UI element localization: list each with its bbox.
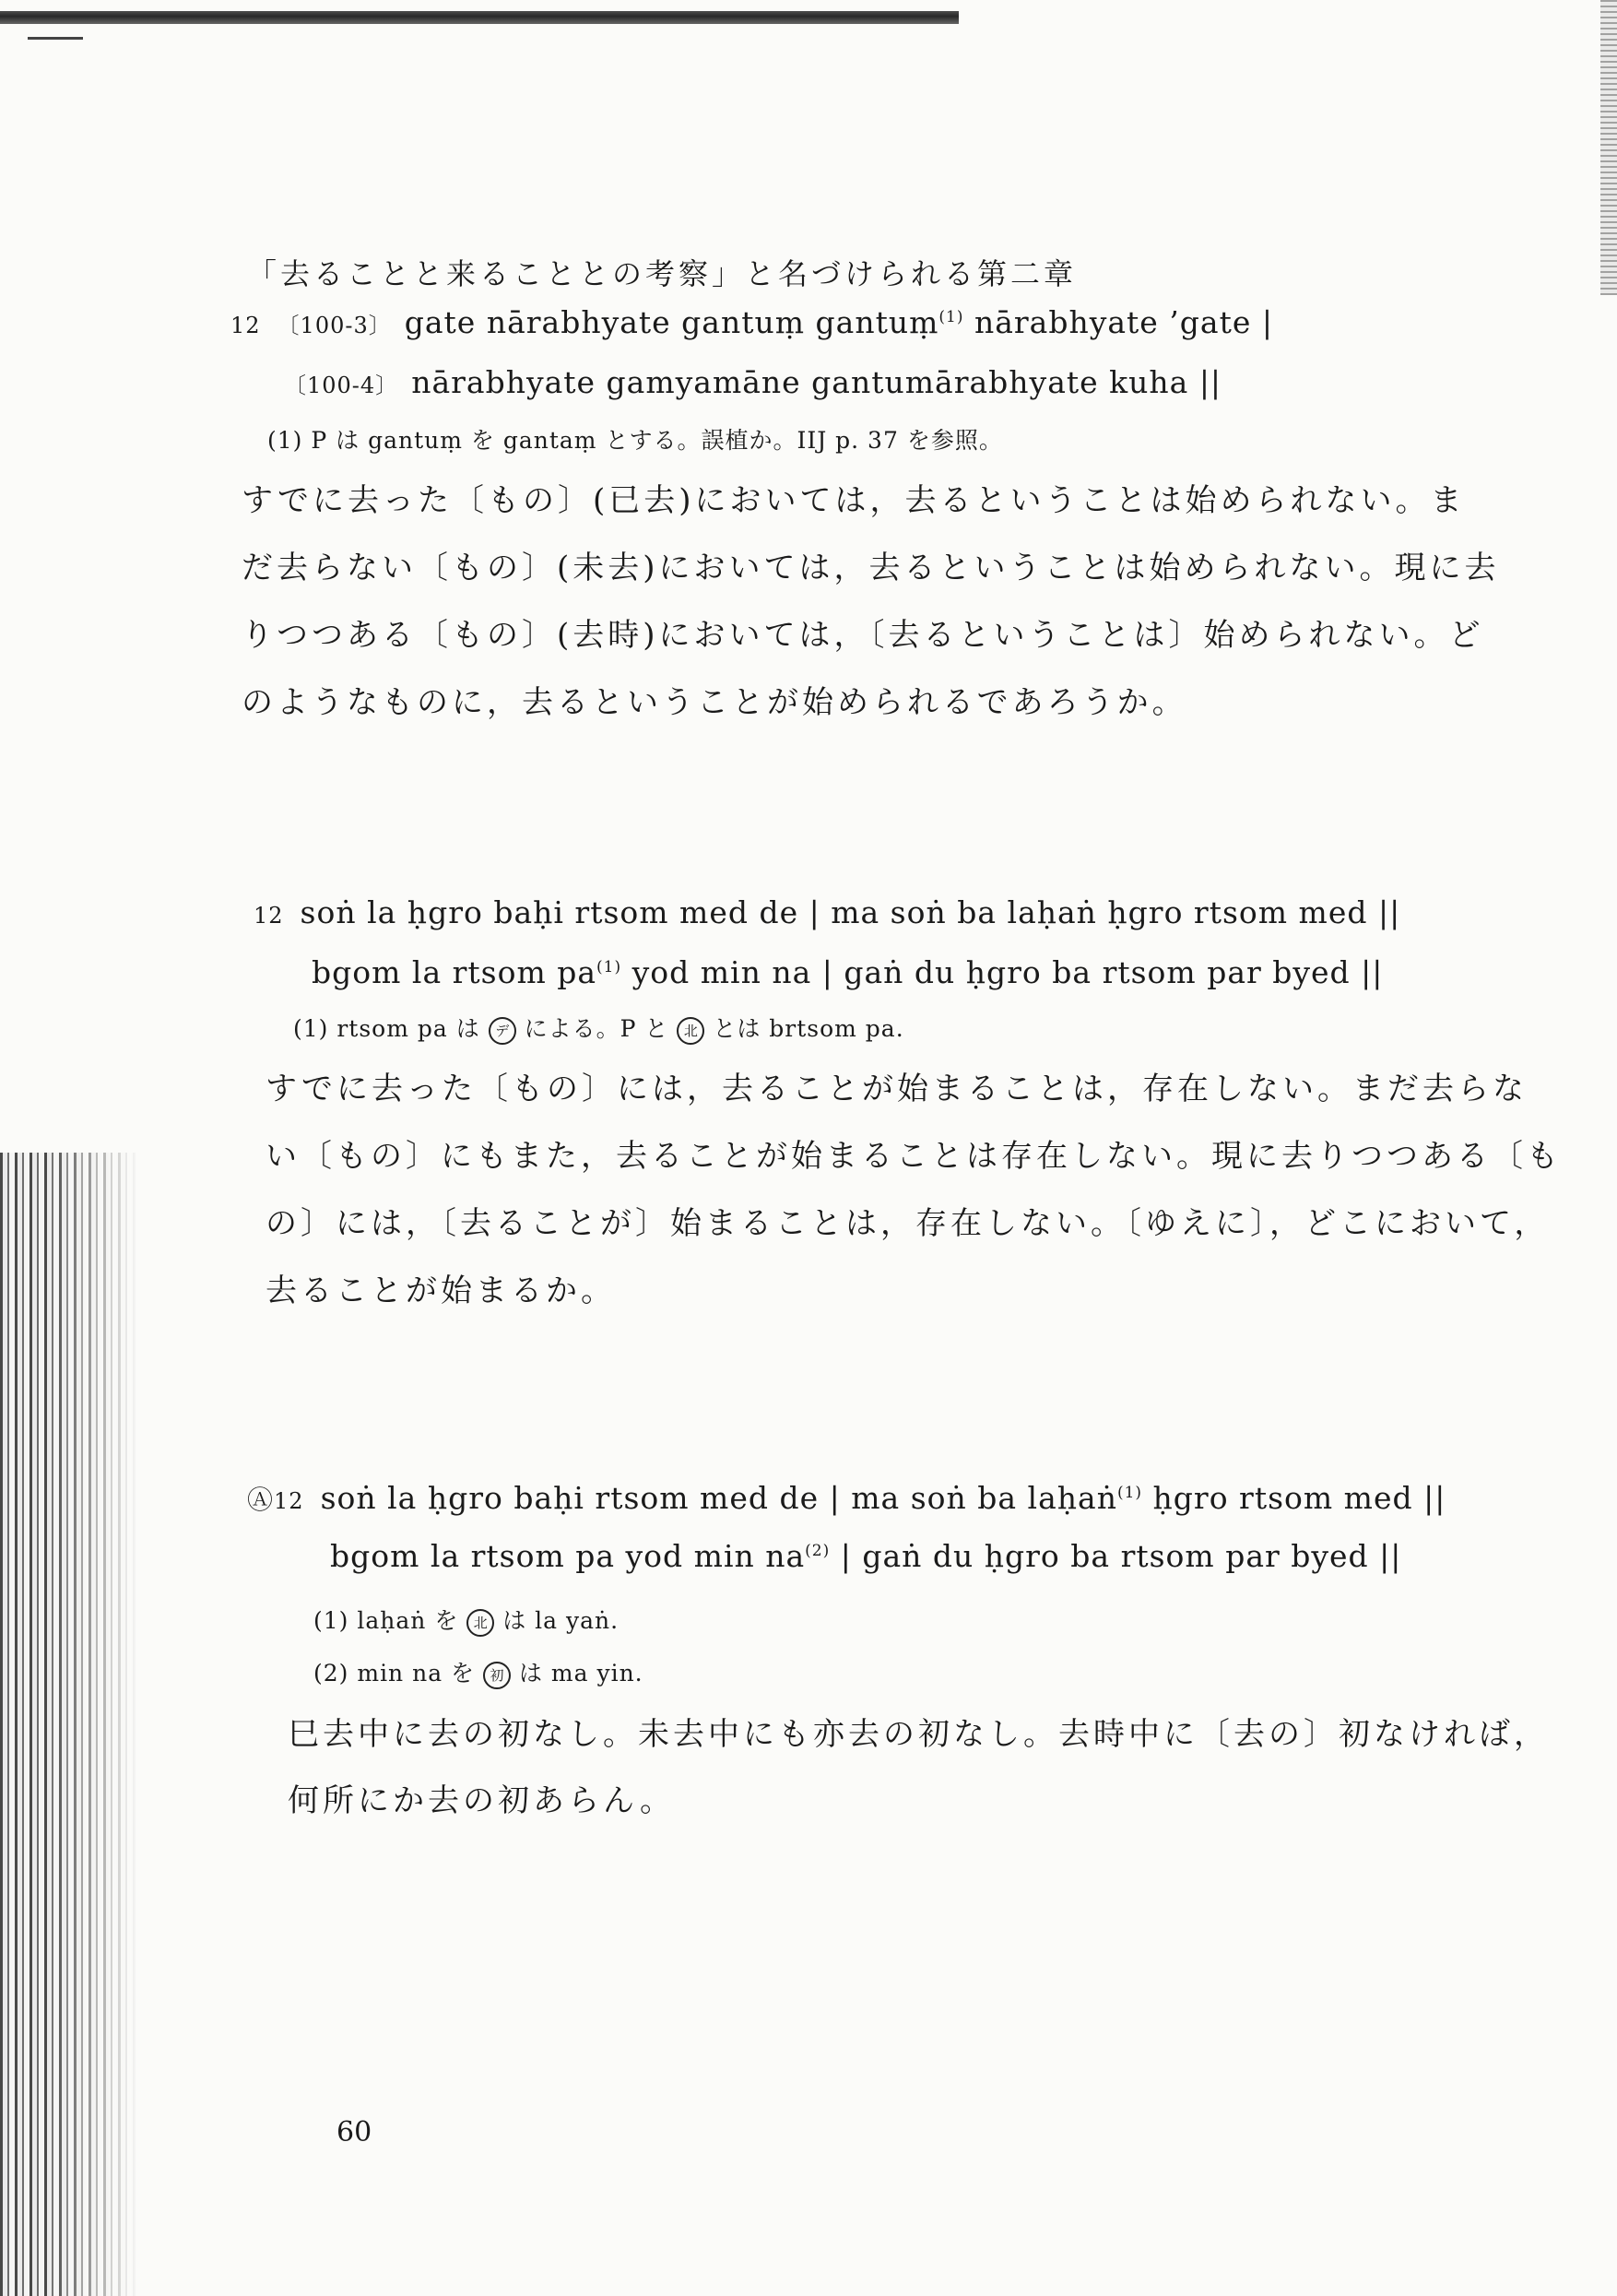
footnote-mark: (1) [1116,1484,1143,1502]
footnote: (1) P は gantuṃ を gantaṃ とする。誤植か。IIJ p. 37 を参照。 [267,427,1003,454]
footnote-text: (2) min na を [313,1660,484,1686]
verse-reference: 〔100-4〕 [284,373,399,398]
translation-line: すでに去った〔もの〕には，去ることが始まることは，存在しない。まだ去らな [266,1071,1528,1107]
footnote-mark: (1) [938,308,964,326]
translation-line: の〕には，〔去ることが〕始まることは，存在しない。〔ゆえに〕，どこにおいて， [266,1205,1550,1242]
footnote-text: は ma yin. [511,1660,643,1686]
verse-text: ḥgro rtsom med || [1142,1480,1446,1516]
verse-text: nārabhyate gamyamāne gantumārabhyate kuha || [411,364,1222,400]
verse-text: soṅ la ḥgro baḥi rtsom med de | ma soṅ ba laḥaṅ ḥgro rtsom med || [300,894,1401,930]
scan-mark [28,37,83,40]
verse-line [330,1538,1401,1574]
footnote-text: とは brtsom pa. [704,1015,904,1042]
footnote-mark: (1) [596,958,622,976]
edition-mark: 北 [677,1017,704,1045]
verse-text: nārabhyate ’gate | [963,304,1273,340]
translation-line: だ去らない〔もの〕(未去)においては，去るということは始められない。現に去 [242,550,1500,586]
verse-text: | gaṅ du ḥgro ba rtsom par byed || [830,1538,1402,1574]
verse-number: 12 [254,903,284,929]
verse-line [247,1480,1446,1517]
verse-reference: 〔100-3〕 [277,313,392,338]
footnote-text: は la yaṅ. [494,1607,620,1634]
edition-mark: デ [489,1017,516,1045]
verse-number: 12 [230,313,261,338]
akutobhaya-marker: Ⓐ [247,1485,275,1515]
page-number: 60 [336,2116,372,2148]
verse-text: yod min na | gaṅ du ḥgro ba rtsom par byed || [621,954,1384,990]
verse-text: bgom la rtsom pa yod min na [330,1538,806,1574]
chapter-heading: 「去ることと来ることとの考察」と名づけられる第二章 [247,256,1078,291]
verse-line [312,954,1383,990]
footnote-mark: (2) [805,1542,831,1560]
footnote-text: (1) laḥaṅ を [313,1607,467,1634]
scan-shadow-top [0,11,959,24]
verse-line [254,894,1400,930]
footnote [293,1011,904,1045]
footnote [313,1655,643,1689]
translation-line: 去ることが始まるか。 [266,1272,616,1309]
verse-line [284,364,1222,400]
verse-text: gate nārabhyate gantuṃ gantuṃ [404,304,939,340]
translation-line: い〔もの〕にもまた，去ることが始まることは存在しない。現に去りつつある〔も [266,1138,1562,1175]
verse-number: 12 [274,1488,304,1514]
edition-mark: 北 [466,1609,494,1637]
translation-line: 何所にか去の初あらん。 [288,1782,676,1819]
edition-mark: 初 [483,1662,511,1689]
verse-line [230,304,1273,340]
translation-line: すでに去った〔もの〕(已去)においては，去るということは始められない。ま [242,482,1466,519]
translation-line: のようなものに，去るということが始められるであろうか。 [242,684,1187,721]
verse-text: soṅ la ḥgro baḥi rtsom med de | ma soṅ ba laḥaṅ [320,1480,1117,1516]
translation-line: 巳去中に去の初なし。未去中にも亦去の初なし。去時中に〔去の〕初なければ， [288,1716,1549,1753]
scan-shadow-left [0,1153,138,2296]
footnote-text: (1) rtsom pa は [293,1015,489,1042]
footnote-text: による。P と [515,1015,678,1042]
verse-text: bgom la rtsom pa [312,954,597,990]
scan-shadow-right [1600,0,1617,295]
translation-line: りつつある〔もの〕(去時)においては，〔去るということは〕始められない。ど [242,617,1484,654]
footnote [313,1603,619,1637]
